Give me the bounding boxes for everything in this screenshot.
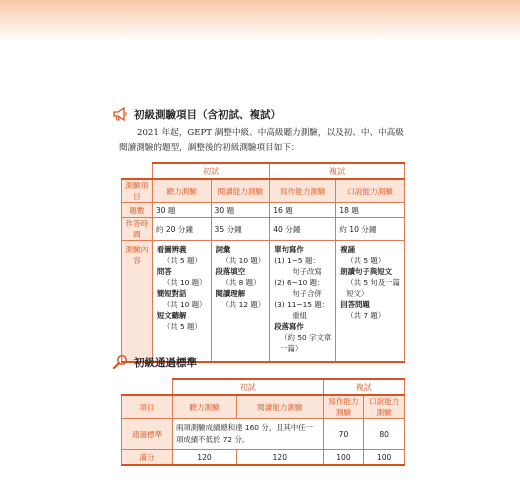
row-label: 作答時間 xyxy=(122,218,153,241)
header-row xyxy=(122,179,405,203)
group-row xyxy=(122,163,405,179)
header-cell: 閱讀能力測驗 xyxy=(211,179,270,203)
header-cell: 項目 xyxy=(122,395,173,419)
table-cell: 120 xyxy=(236,450,323,466)
magnifier-icon xyxy=(112,354,128,370)
content-line: 單句寫作 xyxy=(274,245,304,254)
content-line: （共 8 題） xyxy=(221,278,261,287)
content-line: 段落寫作 xyxy=(274,322,304,331)
content-line: 重組 xyxy=(292,311,307,320)
group-retest: 複試 xyxy=(323,379,404,395)
content-line: 朗讀句子與短文 xyxy=(340,267,392,276)
content-line: （共 5 句及一篇 xyxy=(346,278,400,287)
table-cell: 約 20 分鐘 xyxy=(152,218,211,241)
content-line: 回答問題 xyxy=(340,300,370,309)
table-cell: 100 xyxy=(323,450,364,466)
table-cell: 40 分鐘 xyxy=(270,218,336,241)
content-line: （共 5 題） xyxy=(346,256,386,265)
table-cell: 約 10 分鐘 xyxy=(336,218,405,241)
content-line: （共 12 題） xyxy=(221,300,266,309)
initial-pass-text: 兩項測驗成績總和達 160 分，且其中任一項成績不低於 72 分。 xyxy=(173,419,324,450)
megaphone-icon xyxy=(112,106,128,122)
content-line: （共 5 題） xyxy=(162,256,202,265)
header-cell: 寫作能力測驗 xyxy=(323,395,364,419)
content-line: （共 10 題） xyxy=(221,256,266,265)
section-heading-test-items xyxy=(112,106,281,122)
row-label: 測驗內容 xyxy=(122,241,153,363)
writing-content-cell xyxy=(270,241,336,363)
content-line: (3) 11~15 題： xyxy=(274,300,330,309)
row-label: 題數 xyxy=(122,203,153,218)
row-label: 通過標準 xyxy=(122,419,173,450)
content-line: 句子合併 xyxy=(292,289,322,298)
content-line: （共 10 題） xyxy=(162,278,207,287)
header-cell: 寫作能力測驗 xyxy=(270,179,336,203)
section-title: 初級測驗項目（含初試、複試） xyxy=(134,108,281,121)
table-cell: 16 題 xyxy=(270,203,336,218)
header-cell: 聽力測驗 xyxy=(152,179,211,203)
table-row xyxy=(122,218,405,241)
table-cell: 100 xyxy=(364,450,405,466)
content-line: （共 7 題） xyxy=(346,311,386,320)
table-cell: 120 xyxy=(173,450,237,466)
test-items-table xyxy=(121,162,405,363)
content-line: 複誦 xyxy=(340,245,356,254)
table-row xyxy=(122,450,405,466)
content-line: 閱讀理解 xyxy=(215,289,246,298)
table-cell: 70 xyxy=(323,419,364,450)
table-cell: 18 題 xyxy=(336,203,405,218)
table-cell: 30 題 xyxy=(211,203,270,218)
content-line: （共 10 題） xyxy=(162,300,207,309)
content-line: 簡短對話 xyxy=(156,289,187,298)
top-decorative-band xyxy=(0,0,520,42)
section-title: 初級通過標準 xyxy=(134,356,197,369)
content-line: 短文） xyxy=(346,289,369,298)
header-cell: 聽力測驗 xyxy=(173,395,237,419)
table-row xyxy=(122,419,405,450)
content-line: （共 5 題） xyxy=(162,322,202,331)
header-cell: 閱讀能力測驗 xyxy=(236,395,323,419)
content-line: 短文聽解 xyxy=(156,311,187,320)
header-cell: 口說能力測驗 xyxy=(336,179,405,203)
reading-content-cell xyxy=(211,241,270,363)
table-row xyxy=(122,203,405,218)
section-heading-pass-standard xyxy=(112,354,197,370)
group-initial: 初試 xyxy=(152,163,269,179)
content-line: (2) 6~10 題： xyxy=(274,278,325,287)
group-retest: 複試 xyxy=(270,163,405,179)
intro-paragraph: 2021 年起，GEPT 調整中級、中高級聽力測驗，以及初、中、中高級閱讀測驗的題型，調整後的初級測驗項目如下： xyxy=(119,128,404,153)
group-initial: 初試 xyxy=(173,379,324,395)
content-line: （約 50 字文章 xyxy=(280,333,332,342)
group-row xyxy=(122,379,405,395)
table-cell: 35 分鐘 xyxy=(211,218,270,241)
speaking-content-cell xyxy=(336,241,405,363)
table-row xyxy=(122,241,405,363)
content-line: 一篇） xyxy=(280,344,303,353)
table-cell: 80 xyxy=(364,419,405,450)
content-line: 句子改寫 xyxy=(292,267,322,276)
empty-corner xyxy=(122,379,173,395)
content-line: 問答 xyxy=(156,267,172,276)
content-line: 看圖辨義 xyxy=(156,245,187,254)
header-cell: 口說能力測驗 xyxy=(364,395,405,419)
empty-corner xyxy=(122,163,153,179)
row-label: 滿分 xyxy=(122,450,173,466)
header-row xyxy=(122,395,405,419)
table-cell: 30 題 xyxy=(152,203,211,218)
listening-content-cell xyxy=(152,241,211,363)
content-line: 段落填空 xyxy=(215,267,246,276)
content-line: (1) 1~5 題： xyxy=(274,256,320,265)
header-cell: 測驗項目 xyxy=(122,179,153,203)
content-line: 詞彙 xyxy=(215,245,231,254)
pass-standard-table xyxy=(121,378,405,466)
